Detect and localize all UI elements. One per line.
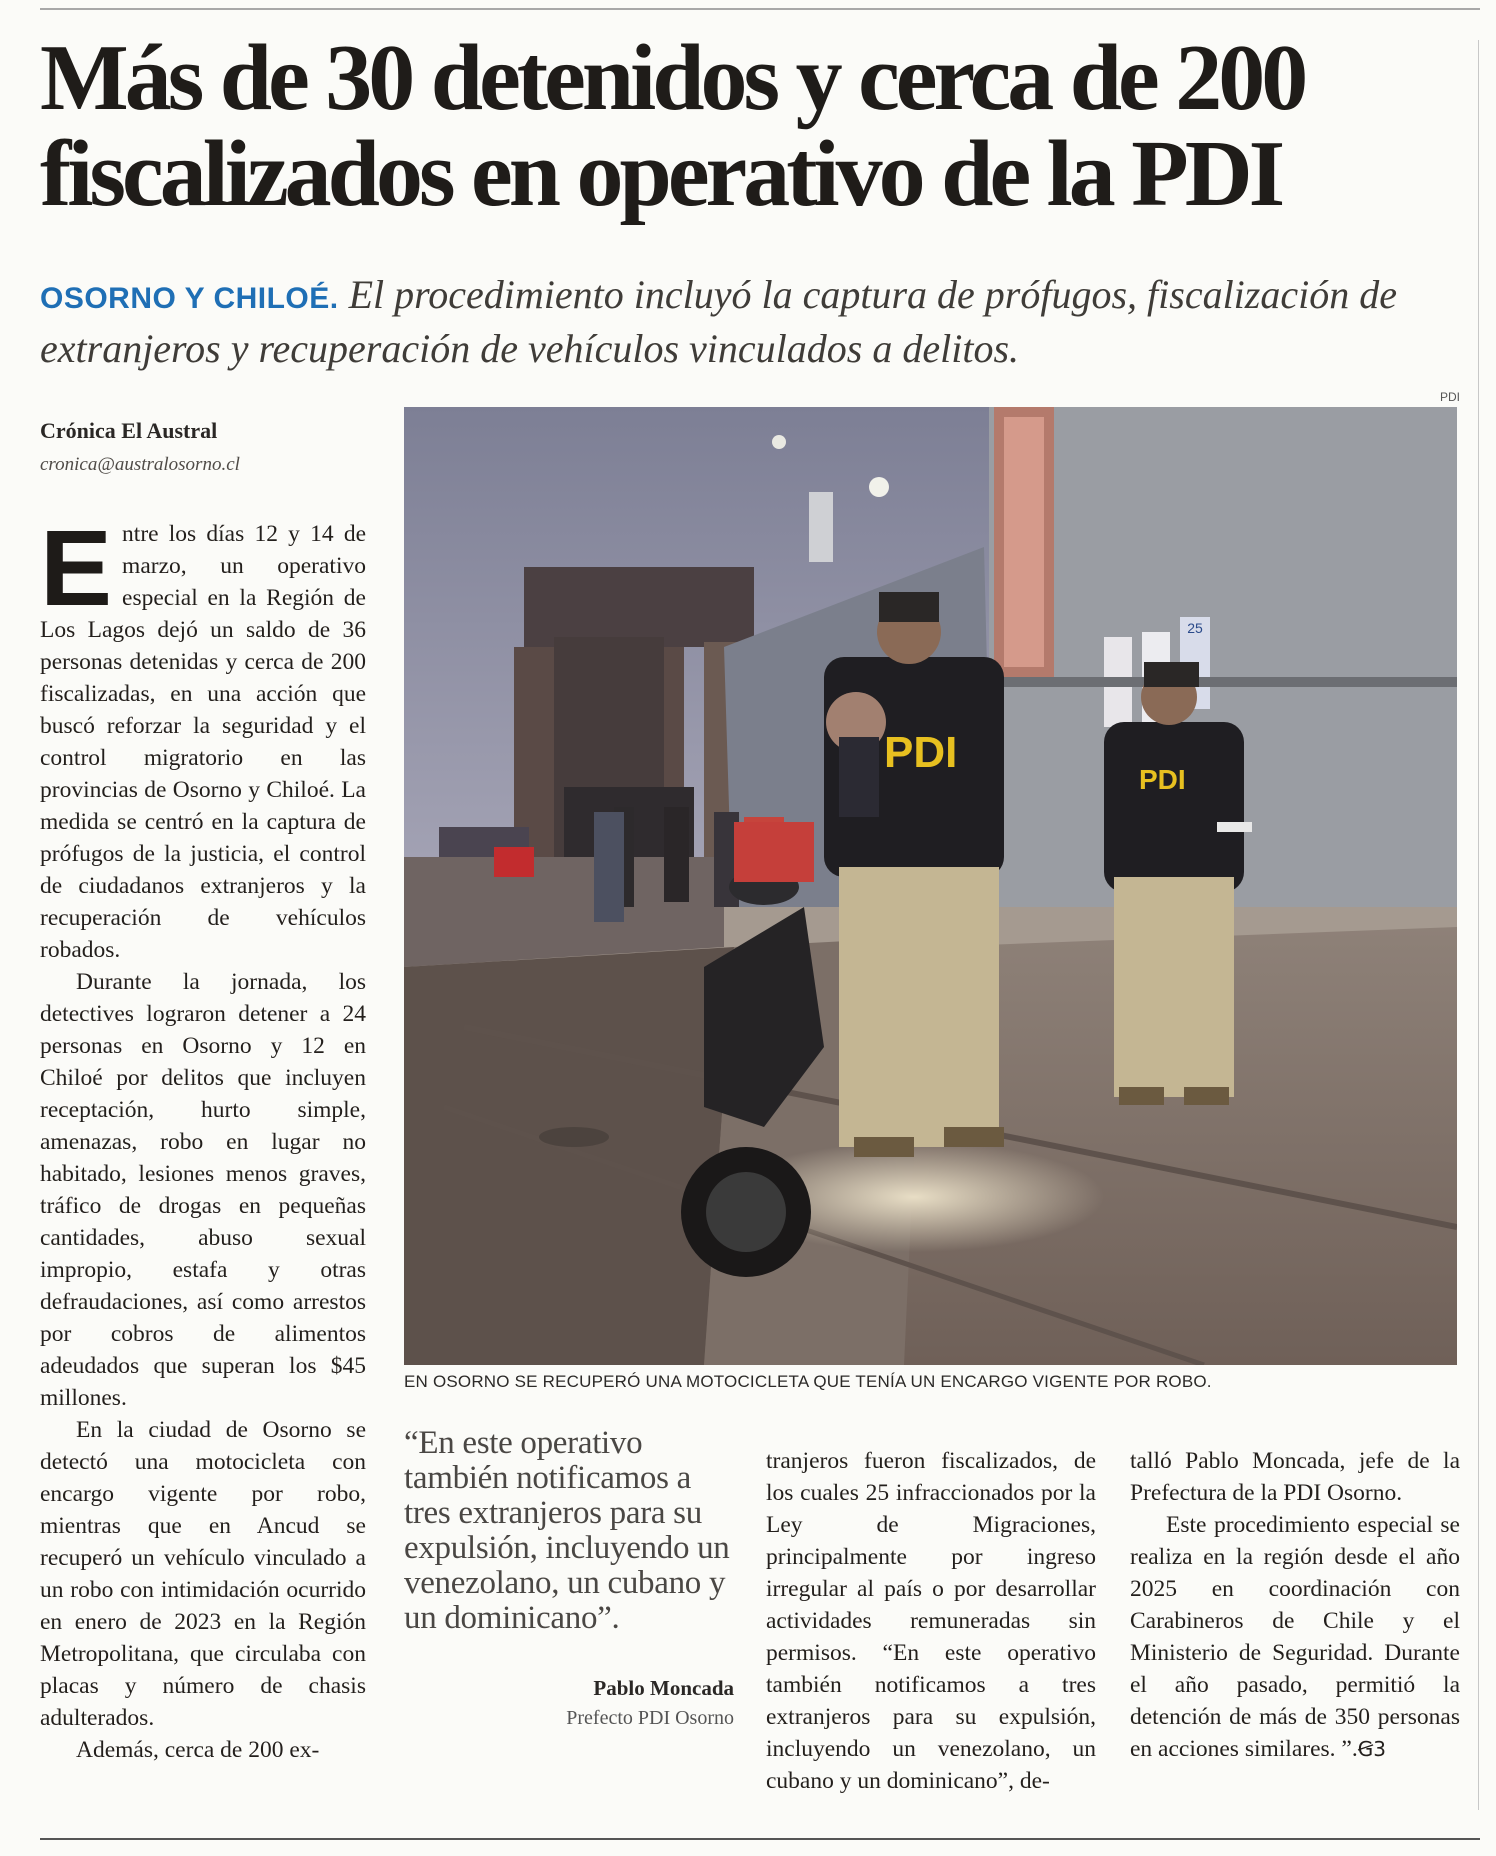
paragraph: talló Pablo Moncada, jefe de la Prefectura de la PDI Osorno. bbox=[1130, 1448, 1460, 1506]
news-photo bbox=[404, 407, 1457, 1365]
paragraph: Durante la jornada, los detectives lograron detener a 24 personas en Osorno y 12 en Chiloé por delitos que incluyen receptación, hurto simple, amenazas, robo en lugar no habitado, lesiones menos graves, tráfico de drogas en pequeñas cantidades, abuso sexual impropio, estafa y otras defraudaciones, así como arrestos por cobros de alimentos adeudados que superan los $45 millones. bbox=[40, 969, 366, 1411]
end-mark: Ꞡ3 bbox=[1357, 1737, 1386, 1761]
pull-quote-text: “En este operativo también notificamos a tres extranjeros para su expulsión, incluyendo un venezolano, un cubano y un dominicano”. bbox=[404, 1425, 730, 1636]
byline-author: Crónica El Austral bbox=[40, 418, 218, 443]
photo-credit: PDI bbox=[1439, 390, 1460, 404]
deck bbox=[40, 270, 1460, 374]
pull-quote bbox=[404, 1426, 734, 1730]
body-column-4 bbox=[1130, 1445, 1460, 1765]
vest-logo: PDI bbox=[884, 728, 958, 777]
top-rule bbox=[40, 8, 1480, 10]
photo-caption: EN OSORNO SE RECUPERÓ UNA MOTOCICLETA QUE TENÍA UN ENCARGO VIGENTE POR ROBO. bbox=[404, 1372, 1212, 1391]
byline bbox=[40, 418, 360, 476]
byline-email: cronica@australosorno.cl bbox=[40, 454, 240, 475]
paragraph: Además, cerca de 200 ex- bbox=[76, 1737, 320, 1763]
paragraph-text: ntre los días 12 y 14 de marzo, un operativo especial en la Región de Los Lagos dejó un saldo de 36 personas detenidas y cerca de 200 fiscalizadas, en una acción que buscó reforzar la seguridad y el control migratorio en las provincias de Osorno y Chiloé. La medida se centró en la captura de prófugos de la justicia, el control de ciudadanos extranjeros y la recuperación de vehículos robados. bbox=[40, 521, 366, 963]
paragraph bbox=[40, 507, 366, 966]
paragraph: En la ciudad de Osorno se detectó una motocicleta con encargo vigente por robo, mientras que en Ancud se recuperó un vehículo vinculado a un robo con intimidación ocurrido en enero de 2023 en la Región Metropolitana, que circulaba con placas y número de chasis adulterados. bbox=[40, 1417, 366, 1731]
headline: Más de 30 detenidos y cerca de 200 fiscalizados en operativo de la PDI bbox=[40, 26, 1305, 226]
paragraph: tranjeros fueron fiscalizados, de los cuales 25 infraccionados por la Ley de Migraciones, principalmente por ingreso irregular al país o por desarrollar actividades remuneradas sin permisos. “En este operativo también notificamos a tres extranjeros para su expulsión, incluyendo un venezolano, un cubano y un dominicano”, de- bbox=[766, 1448, 1096, 1794]
pull-quote-role: Prefecto PDI Osorno bbox=[566, 1707, 734, 1729]
column-divider bbox=[1478, 40, 1479, 1810]
pull-quote-name: Pablo Moncada bbox=[593, 1676, 734, 1700]
poster-number: 25 bbox=[1187, 620, 1203, 636]
vest-logo-2: PDI bbox=[1139, 764, 1186, 795]
dropcap: E bbox=[40, 507, 113, 628]
deck-kicker: OSORNO Y CHILOÉ. bbox=[40, 282, 339, 315]
body-column-1 bbox=[40, 507, 366, 1828]
paragraph-text: Este procedimiento especial se realiza en la región desde el año 2025 en coordinación con Carabineros de Chile y el Ministerio de Seguridad. Durante el año pasado, permitió la detención de más de 350 personas en acciones similares. ”. bbox=[1130, 1512, 1460, 1762]
paragraph bbox=[1130, 1509, 1460, 1765]
bottom-rule bbox=[40, 1838, 1480, 1840]
body-column-3 bbox=[766, 1445, 1096, 1797]
deck-text: El procedimiento incluyó la captura de prófugos, fiscalización de extranjeros y recuperación de vehículos vinculados a delitos. bbox=[40, 272, 1397, 371]
